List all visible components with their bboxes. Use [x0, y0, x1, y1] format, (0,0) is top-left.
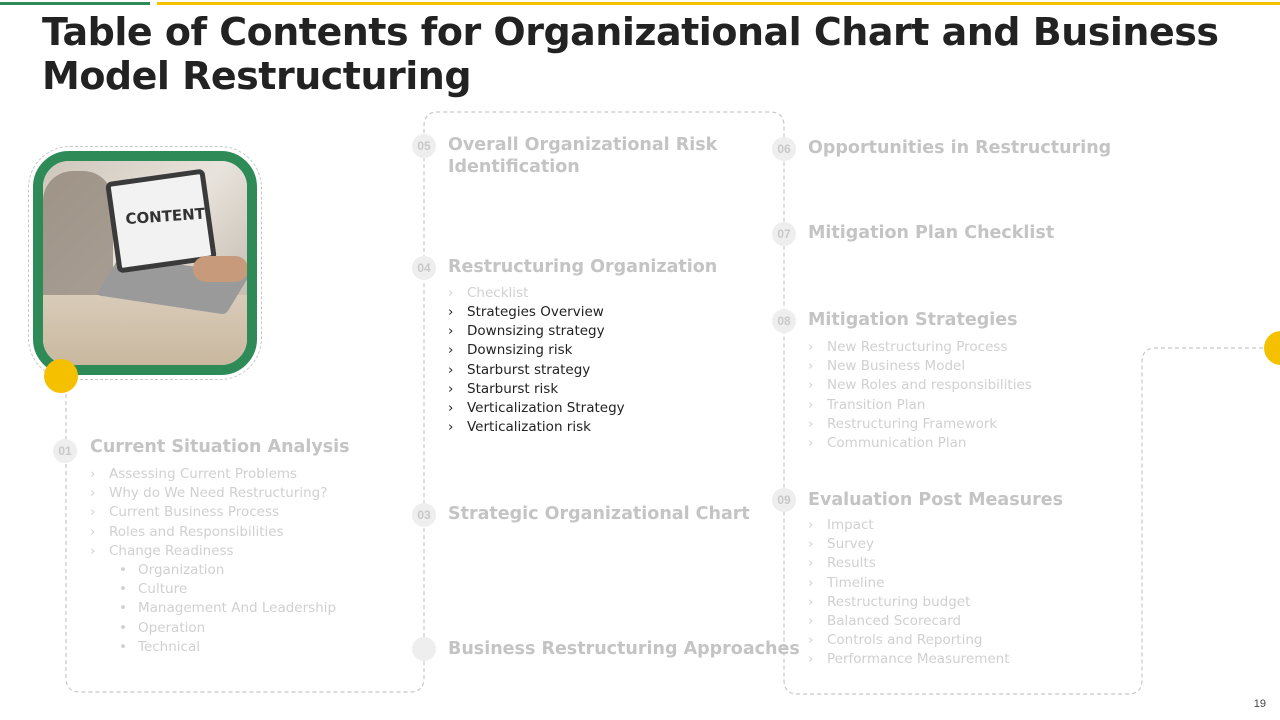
list-item: › Controls and Reporting: [808, 631, 1010, 650]
section-title-mitigation-checklist: Mitigation Plan Checklist: [808, 223, 1055, 243]
list-item: › Survey: [808, 535, 1010, 554]
section-title-current-situation: Current Situation Analysis: [90, 437, 350, 457]
list-item: › Checklist: [448, 284, 528, 303]
page-number: 19: [1253, 698, 1266, 710]
list-item: › Timeline: [808, 574, 1010, 593]
section-number-05: 05: [412, 134, 436, 158]
list-subitem: • Operation: [90, 619, 336, 638]
section-number-03: 03: [412, 503, 436, 527]
hand-shape: [193, 256, 248, 282]
section-number-02: [412, 637, 436, 661]
list-item-active: › Verticalization risk: [448, 418, 625, 437]
section-title-business-restructuring: Business Restructuring Approaches: [448, 639, 800, 659]
section-09-items: [808, 516, 1010, 670]
list-item: › Roles and Responsibilities: [90, 523, 336, 542]
list-item: › New Roles and responsibilities: [808, 376, 1032, 395]
list-item: › Change Readiness: [90, 542, 336, 561]
section-number-07: 07: [772, 222, 796, 246]
list-item-active: › Starburst risk: [448, 380, 625, 399]
list-item: › Why do We Need Restructuring?: [90, 484, 336, 503]
list-item: › Transition Plan: [808, 396, 1032, 415]
list-item: › Restructuring budget: [808, 593, 1010, 612]
section-number-09: 09: [772, 488, 796, 512]
section-title-restructuring-organization: Restructuring Organization: [448, 257, 718, 277]
section-number-08: 08: [772, 309, 796, 333]
content-photo: [33, 151, 257, 375]
section-number-01: 01: [53, 439, 77, 463]
section-title-risk-identification: Overall Organizational Risk Identification: [448, 135, 718, 177]
section-04-active-items: [448, 303, 625, 437]
list-subitem: • Organization: [90, 561, 336, 580]
section-number-06: 06: [772, 137, 796, 161]
laptop-screen-text: CONTENT: [124, 204, 206, 229]
list-item-active: › Strategies Overview: [448, 303, 625, 322]
list-item: › Restructuring Framework: [808, 415, 1032, 434]
list-item: › Impact: [808, 516, 1010, 535]
section-title-strategic-org-chart: Strategic Organizational Chart: [448, 504, 750, 524]
list-item: › Balanced Scorecard: [808, 612, 1010, 631]
section-title-evaluation: Evaluation Post Measures: [808, 490, 1063, 510]
list-subitem: • Culture: [90, 580, 336, 599]
list-item-active: › Starburst strategy: [448, 361, 625, 380]
section-title-opportunities: Opportunities in Restructuring: [808, 138, 1112, 158]
section-04-items: [448, 284, 528, 303]
list-item: › Current Business Process: [90, 503, 336, 522]
list-item: › Results: [808, 554, 1010, 573]
list-subitem: • Technical: [90, 638, 336, 657]
section-title-mitigation-strategies: Mitigation Strategies: [808, 310, 1018, 330]
list-item: › Communication Plan: [808, 434, 1032, 453]
list-item: › Performance Measurement: [808, 650, 1010, 669]
slide-title: Table of Contents for Organizational Chart and Business Model Restructuring: [42, 10, 1219, 98]
list-item-active: › Verticalization Strategy: [448, 399, 625, 418]
list-item: › Assessing Current Problems: [90, 465, 336, 484]
list-subitem: • Management And Leadership: [90, 599, 336, 618]
list-item: › New Business Model: [808, 357, 1032, 376]
list-item-active: › Downsizing strategy: [448, 322, 625, 341]
section-number-04: 04: [412, 256, 436, 280]
timeline-dot-start: [44, 359, 78, 393]
list-item-active: › Downsizing risk: [448, 341, 625, 360]
section-01-items: [90, 465, 336, 657]
list-item: › New Restructuring Process: [808, 338, 1032, 357]
section-08-items: [808, 338, 1032, 453]
